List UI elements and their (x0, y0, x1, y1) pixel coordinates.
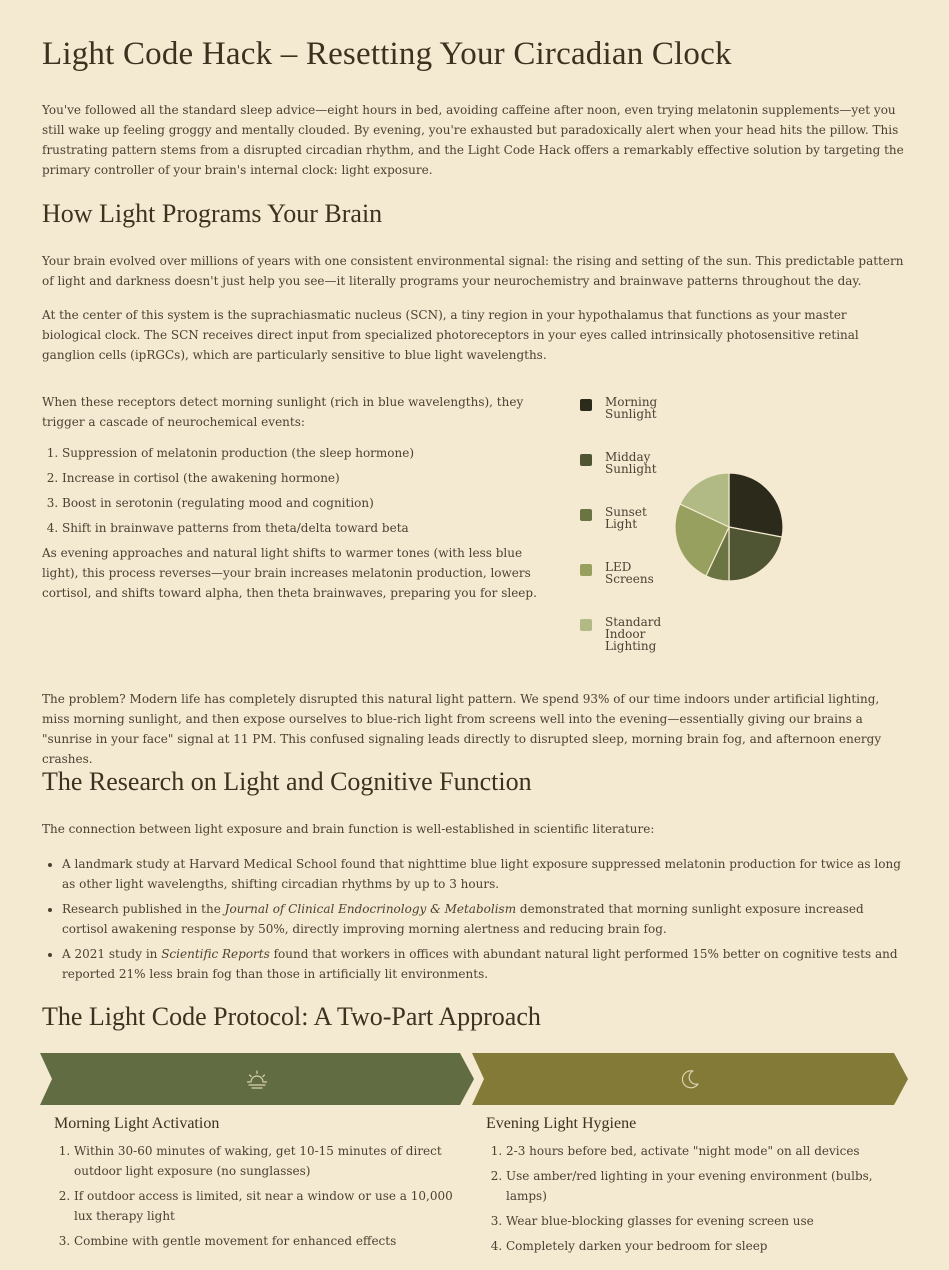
legend-swatch (580, 454, 592, 466)
evening-protocol-title: Evening Light Hygiene (486, 1115, 637, 1132)
intro-block (42, 100, 908, 180)
problem-block (42, 689, 908, 769)
section1-paragraph-5: The problem? Modern life has completely disrupted this natural light pattern. We spend 93% of our time indoors under artificial lighting, miss morning sunlight, and then expose ourselves to blue-rich light from screens well into the evening—essentially giving our brains a "sunrise in your face" signal at 11 PM. This confused signaling leads directly to disrupted sleep, morning brain fog, and afternoon energy crashes. (42, 692, 882, 766)
legend-item-led-screens (580, 561, 680, 616)
section-heading-research: The Research on Light and Cognitive Function (42, 767, 532, 796)
pie-slice-midday-sunlight (729, 527, 782, 581)
list-item: 4. Shift in brainwave patterns from theta/delta toward beta (62, 518, 552, 538)
moon-icon (678, 1067, 702, 1091)
evening-protocol (486, 1115, 886, 1261)
list-item: 3. Boost in serotonin (regulating mood and cognition) (62, 493, 552, 513)
legend-swatch (580, 619, 592, 631)
sunrise-icon (245, 1067, 269, 1091)
list-item: 3. Wear blue-blocking glasses for evening screen use (506, 1211, 886, 1231)
list-item: 4. Completely darken your bedroom for sleep (506, 1236, 886, 1256)
neurochemical-text (42, 392, 552, 603)
list-item: 3. Combine with gentle movement for enhanced effects (74, 1231, 454, 1251)
morning-protocol (54, 1115, 454, 1256)
intro-paragraph: You've followed all the standard sleep advice—eight hours in bed, avoiding caffeine after noon, even trying melatonin supplements—yet you still wake up feeling groggy and mentally clouded. By evening, you're exhausted but paradoxically alert when your head hits the pillow. This frustrating pattern stems from a disrupted circadian rhythm, and the Light Code Hack offers a remarkably effective solution by targeting the primary controller of your brain's internal clock: light exposure. (42, 103, 904, 177)
legend-item-morning-sunlight (580, 396, 680, 451)
research-item: • A 2021 study in Scientific Reports found that workers in offices with abundant natural light performed 15% better on cognitive tests and reported 21% less brain fog than those in artificially lit environments. (62, 944, 908, 984)
list-item: 1. Within 30-60 minutes of waking, get 10-15 minutes of direct outdoor light exposure (no sunglasses) (74, 1141, 454, 1181)
research-block (42, 819, 908, 989)
list-item: 2. Use amber/red lighting in your evening environment (bulbs, lamps) (506, 1166, 886, 1206)
list-item: 2. If outdoor access is limited, sit near a window or use a 10,000 lux therapy light (74, 1186, 454, 1226)
legend-item-midday-sunlight (580, 451, 680, 506)
morning-banner (40, 1053, 474, 1105)
list-item: 1. 2-3 hours before bed, activate "night mode" on all devices (506, 1141, 886, 1161)
legend-swatch (580, 509, 592, 521)
legend-swatch (580, 564, 592, 576)
evening-protocol-list (486, 1141, 886, 1256)
legend-item-standard-indoor-lighting (580, 616, 680, 671)
list-item: 1. Suppression of melatonin production (the sleep hormone) (62, 443, 552, 463)
legend-swatch (580, 399, 592, 411)
legend-label: Sunset Light (605, 505, 647, 531)
morning-protocol-list (54, 1141, 454, 1251)
legend-item-sunset-light (580, 506, 680, 561)
pie-slice-morning-sunlight (729, 473, 783, 537)
light-sources-pie-chart (672, 470, 786, 584)
section1-paragraph-1: Your brain evolved over millions of years with one consistent environmental signal: the rising and setting of the sun. This predictable pattern of light and darkness doesn't just help you see—it literally programs your neurochemistry and brainwave patterns throughout the day. (42, 254, 904, 288)
legend-label: Morning Sunlight (605, 395, 658, 421)
research-intro: The connection between light exposure and brain function is well-established in scientific literature: (42, 822, 655, 836)
neurochemical-section (42, 392, 908, 672)
legend-label: Midday Sunlight (605, 450, 657, 476)
morning-protocol-title: Morning Light Activation (54, 1115, 220, 1132)
section1-paragraph-2: At the center of this system is the suprachiasmatic nucleus (SCN), a tiny region in your hypothalamus that functions as your master biological clock. The SCN receives direct input from specialized photoreceptors in your eyes called intrinsically photosensitive retinal ganglion cells (ipRGCs), which are particularly sensitive to blue light wavelengths. (42, 308, 859, 362)
section-heading-light-programs: How Light Programs Your Brain (42, 199, 383, 228)
protocol-banners (40, 1053, 908, 1105)
section1-text (42, 251, 908, 365)
section-heading-protocol: The Light Code Protocol: A Two-Part Approach (42, 1002, 541, 1031)
section1-paragraph-3: When these receptors detect morning sunlight (rich in blue wavelengths), they trigger a cascade of neurochemical events: (42, 395, 524, 429)
page-title: Light Code Hack – Resetting Your Circadian Clock (42, 36, 732, 72)
section1-paragraph-4: As evening approaches and natural light shifts to warmer tones (with less blue light), this process reverses—your brain increases melatonin production, lowers cortisol, and shifts toward alpha, then theta brainwaves, preparing you for sleep. (42, 546, 537, 600)
list-item: 2. Increase in cortisol (the awakening hormone) (62, 468, 552, 488)
chart-legend (580, 396, 680, 671)
evening-banner (472, 1053, 908, 1105)
legend-label: LED Screens (605, 560, 654, 586)
legend-label: Standard Indoor Lighting (605, 615, 662, 653)
research-item: • A landmark study at Harvard Medical School found that nighttime blue light exposure suppressed melatonin production for twice as long as other light wavelengths, shifting circadian rhythms by up to 3 hours. (62, 854, 908, 894)
neurochemical-list (42, 443, 552, 538)
research-item: • Research published in the Journal of Clinical Endocrinology & Metabolism demonstrated that morning sunlight exposure increased cortisol awakening response by 50%, directly improving morning alertness and reducing brain fog. (62, 899, 908, 939)
research-list (42, 854, 908, 984)
